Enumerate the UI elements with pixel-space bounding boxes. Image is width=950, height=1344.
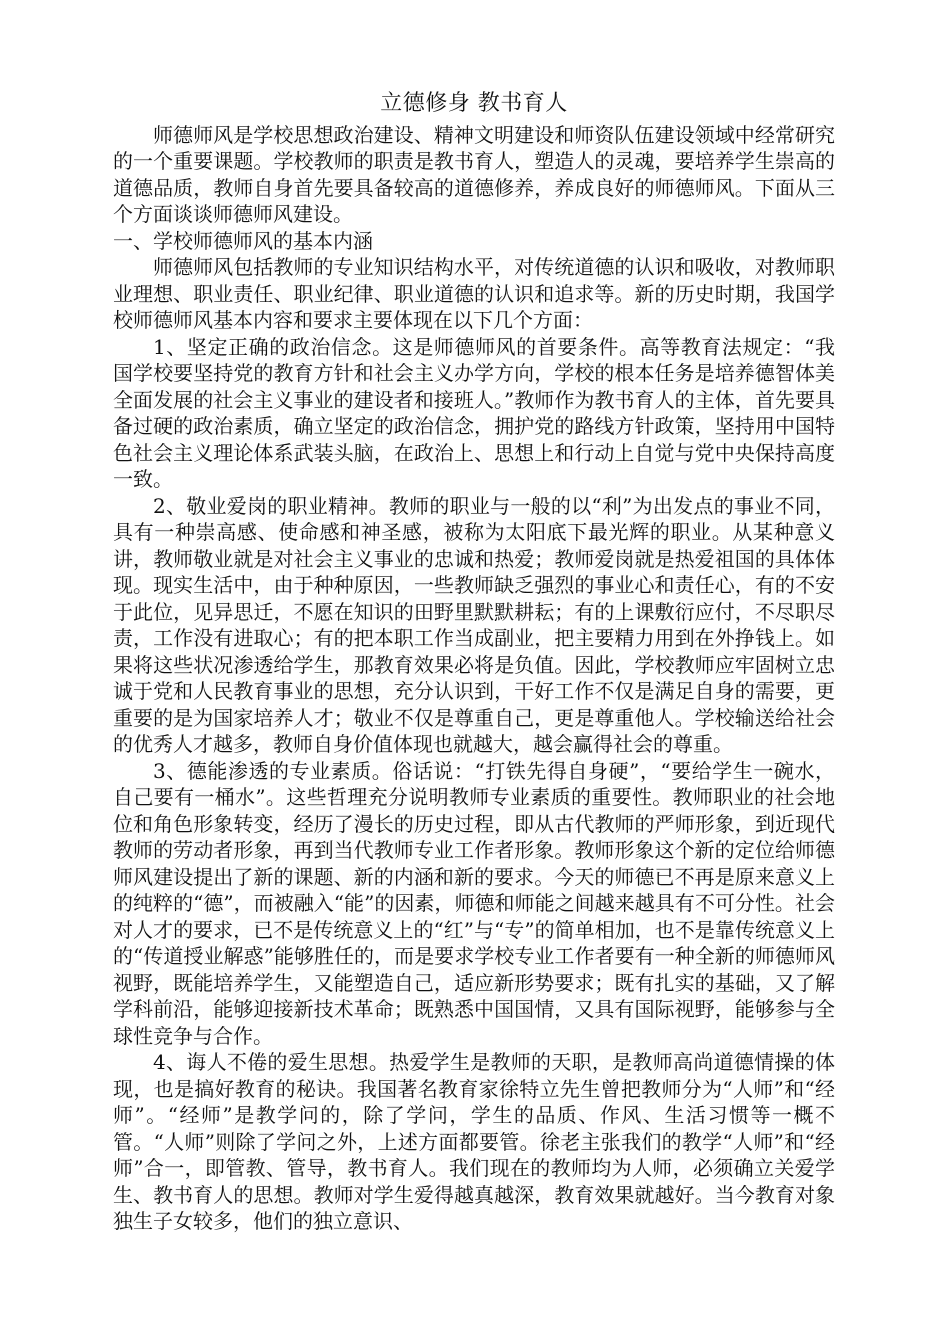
section-heading-1: 一、学校师德师风的基本内涵 — [113, 228, 373, 253]
document-body — [113, 91, 835, 1235]
point-1-paragraph: 1、坚定正确的政治信念。这是师德师风的首要条件。高等教育法规定：“我国学校要坚持党的教育方针和社会主义办学方向，学校的根本任务是培养德智体美全面发展的社会主义事业的建设者和接班人。”教师作为教书育人的主体，首先要具备过硬的政治素质，确立坚定的政治信念，拥护党的路线方针政策，坚持用中国特色社会主义理论体系武装头脑，在政治上、思想上和行动上自觉与党中央保持高度一致。 — [113, 334, 835, 491]
document-title: 立德修身 教书育人 — [380, 91, 568, 116]
intro-paragraph: 师德师风是学校思想政治建设、精神文明建设和师资队伍建设领域中经常研究的一个重要课题。学校教师的职责是教书育人，塑造人的灵魂，要培养学生崇高的道德品质，教师自身首先要具备较高的道德修养，养成良好的师德师风。下面从三个方面谈谈师德师风建设。 — [113, 122, 835, 226]
point-3-paragraph: 3、德能渗透的专业素质。俗话说：“打铁先得自身硬”，“要给学生一碗水，自己要有一桶水”。这些哲理充分说明教师专业素质的重要性。教师职业的社会地位和角色形象转变，经历了漫长的历史过程，即从古代教师的严师形象，到近现代教师的劳动者形象，再到当代教师专业工作者形象。教师形象这个新的定位给师德师风建设提出了新的课题、新的内涵和新的要求。今天的师德已不再是原来意义上的纯粹的“德”，而被融入“能”的因素，师德和师能之间越来越具有不可分性。社会对人才的要求，已不是传统意义上的“红”与“专”的简单相加，也不是靠传统意义上的“传道授业解惑”能够胜任的，而是要求学校专业工作者要有一种全新的师德师风视野，既能培养学生，又能塑造自己，适应新形势要求；既有扎实的基础，又了解学科前沿，能够迎接新技术革命；既熟悉中国国情，又具有国际视野，能够参与全球性竞争与合作。 — [113, 758, 835, 1048]
point-4-paragraph: 4、诲人不倦的爱生思想。热爱学生是教师的天职，是教师高尚道德情操的体现，也是搞好教育的秘诀。我国著名教育家徐特立先生曾把教师分为“人师”和“经师”。“经师”是教学问的，除了学问，学生的品质、作风、生活习惯等一概不管。“人师”则除了学问之外，上述方面都要管。徐老主张我们的教学“人师”和“经师”合一，即管教、管导，教书育人。我们现在的教师均为人师，必须确立关爱学生、教书育人的思想。教师对学生爱得越真越深，教育效果就越好。当今教育对象独生子女较多，他们的独立意识、 — [113, 1050, 835, 1233]
section-intro-paragraph: 师德师风包括教师的专业知识结构水平，对传统道德的认识和吸收，对教师职业理想、职业责任、职业纪律、职业道德的认识和追求等。新的历史时期，我国学校师德师风基本内容和要求主要体现在以下几个方面： — [113, 255, 835, 332]
point-2-paragraph: 2、敬业爱岗的职业精神。教师的职业与一般的以“利”为出发点的事业不同，具有一种崇高感、使命感和神圣感，被称为太阳底下最光辉的职业。从某种意义讲，教师敬业就是对社会主义事业的忠诚和热爱；教师爱岗就是热爱祖国的具体体现。现实生活中，由于种种原因，一些教师缺乏强烈的事业心和责任心，有的不安于此位，见异思迁，不愿在知识的田野里默默耕耘；有的上课敷衍应付，不尽职尽责，工作没有进取心；有的把本职工作当成副业，把主要精力用到在外挣钱上。如果将这些状况渗透给学生，那教育效果必将是负值。因此，学校教师应牢固树立忠诚于党和人民教育事业的思想，充分认识到，干好工作不仅是满足自身的需要，更重要的是为国家培养人才；敬业不仅是尊重自己，更是尊重他人。学校输送给社会的优秀人才越多，教师自身价值体现也就越大，越会赢得社会的尊重。 — [113, 493, 835, 756]
